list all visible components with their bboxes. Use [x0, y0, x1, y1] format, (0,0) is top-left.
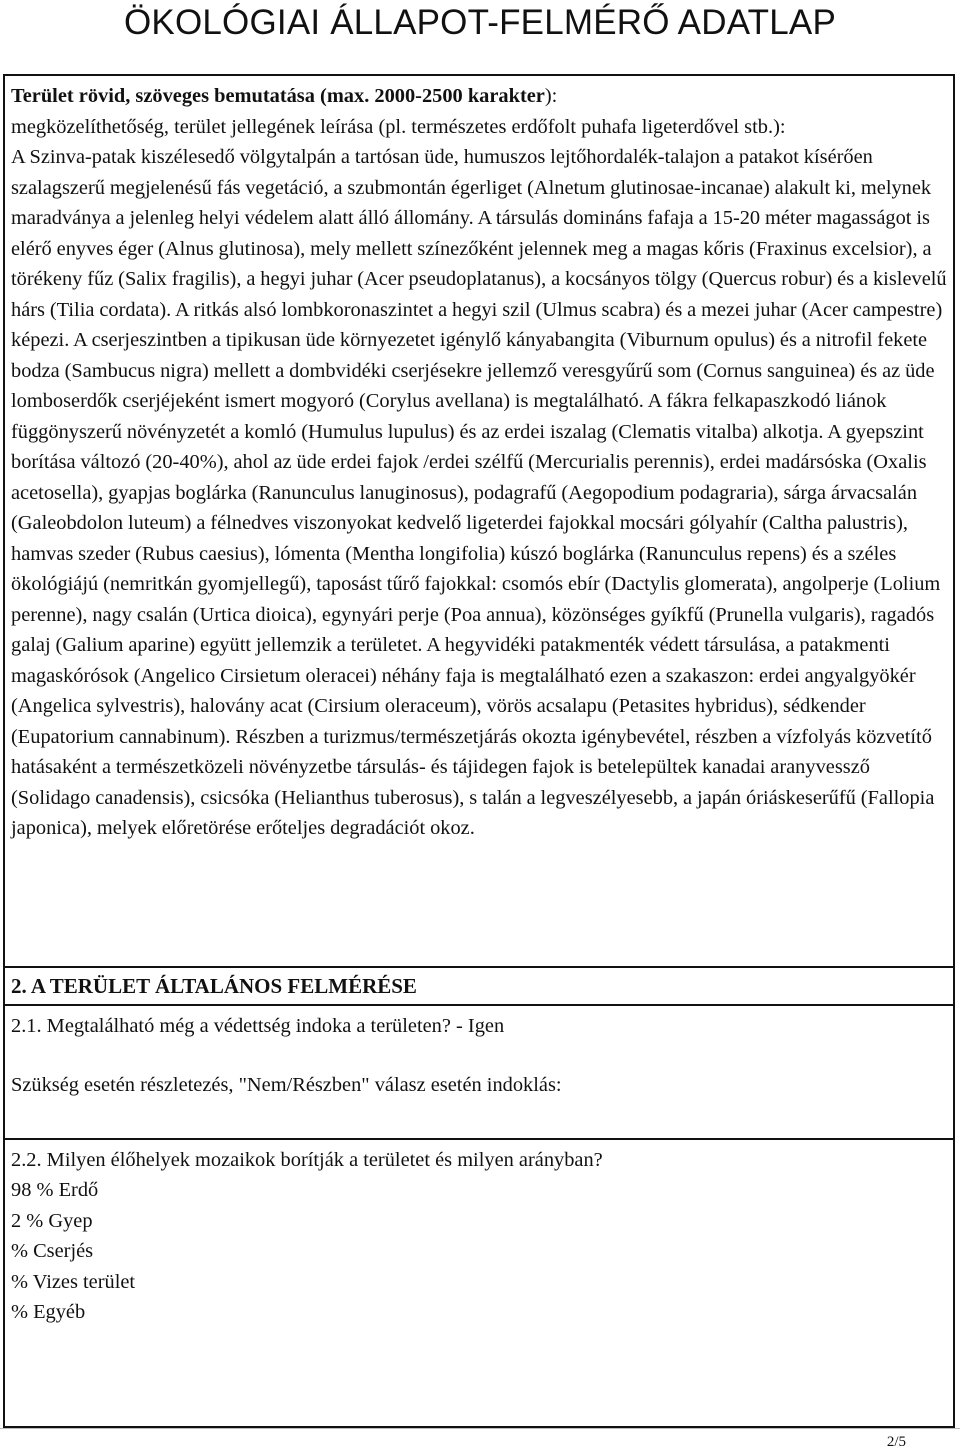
habitat-item-forest: 98 % Erdő — [11, 1179, 99, 1202]
question-2-1-gap — [11, 1041, 949, 1070]
area-description-section — [5, 76, 953, 968]
question-2-1 — [5, 1006, 953, 1140]
description-heading — [11, 81, 949, 112]
footer-divider — [0, 1428, 960, 1429]
description-body: A Szinva-patak kiszélesedő völgytalpán a tartósan üde, humuszos lejtőhordalék-talajon a patakot kísérően szalagszerű megjelenésű fás vegetáció, a szubmontán égerliget (Alnetum glutinosae-incanae) alakult ki, melynek maradványa a jelenleg helyi védelem alatt álló állomány. A társulás domináns fafaja a 15-20 méter magasságot is elérő enyves éger (Alnus glutinosa), mely mellett színezőként jelennek meg a magas kőris (Fraxinus excelsior), a törékeny fűz (Salix fragilis), a hegyi juhar (Acer pseudoplatanus), a kocsányos tölgy (Quercus robur) és a kislevelű hárs (Tilia cordata). A ritkás alsó lombkoronaszintet a hegyi szil (Ulmus scabra) és a mezei juhar (Acer campestre) képezi. A cserjeszintben a tipikusan üde környezetet igénylő kányabangita (Viburnum opulus) és a nitrofil fekete bodza (Sambucus nigra) mellett a dombvidéki cserjésekre jellemző veresgyűrű som (Cornus sanguinea) és az üde lomboserdők cserjéjeként ismert mogyoró (Corylus avellana) is megtalálható. A fákra felkapaszkodó liánok függönyszerű növényzetét a komló (Humulus lupulus) és az erdei iszalag (Clematis vitalba) alkotja. A gyepszint borítása változó (20-40%), ahol az üde erdei fajok /erdei szélfű (Mercurialis perennis), erdei madársóska (Oxalis acetosella), gyapjas boglárka (Ranunculus lanuginosus), podagrafű (Aegopodium podagraria), sárga árvacsalán (Galeobdolon luteum) a félnedves viszonyokat kedvelő ligeterdei fajokkal mocsári gólyahír (Caltha palustris), hamvas szeder (Rubus caesius), lómenta (Mentha longifolia) kúszó boglárka (Ranunculus repens) és a széles ökológiájú (nemritkán gyomjellegű), taposást tűrő fajokkal: csomós ebír (Dactylis glomerata), angolperje (Lolium perenne), nagy csalán (Urtica dioica), egynyári perje (Poa annua), közönséges gyíkfű (Prunella vulgaris), ragadós galaj (Galium aparine) együtt jellemzik a területet. A hegyvidéki patakmenték védett társulása, a patakmenti magaskórósok (Angelico Cirsietum oleracei) néhány faja is megtalálható ezen a szakaszon: erdei angyalgyökér (Angelica sylvestris), halovány acat (Cirsium oleraceum), vörös acsalapu (Petasites hybridus), sédkender (Eupatorium cannabinum). Részben a turizmus/természetjárás okozta igénybevétel, részben a vízfolyás közvetítő hatásaként a természetközeli növényzetbe társulás- és tájidegen fajok is betelepültek kanadai aranyvessző (Solidago canadensis), csicsóka (Helianthus tuberosus), s talán a legveszélyesebb, a japán óriáskeserűfű (Fallopia japonica), melyek előretörése erőteljes degradációt okoz. — [11, 146, 947, 839]
section-2-heading: 2. A TERÜLET ÁLTALÁNOS FELMÉRÉSE — [5, 968, 953, 1006]
description-heading-bold: Terület rövid, szöveges bemutatása (max. 2000-2500 karakter — [11, 85, 545, 107]
description-subheading: megközelíthetőség, terület jellegének leírása (pl. természetes erdőfolt puhafa ligeterdővel stb.): — [11, 115, 786, 138]
form-box — [3, 74, 955, 1428]
question-2-2 — [5, 1140, 953, 1426]
question-2-1-text: 2.1. Megtalálható még a védettség indoka a területen? - Igen — [11, 1015, 505, 1037]
description-heading-tail: ): — [544, 85, 558, 107]
question-2-2-text: 2.2. Milyen élőhelyek mozaikok borítják a területet és milyen arányban? — [11, 1149, 603, 1171]
habitat-item-wetland: % Vizes terület — [11, 1270, 136, 1293]
page-title: ÖKOLÓGIAI ÁLLAPOT-FELMÉRŐ ADATLAP — [123, 3, 836, 42]
habitat-item-grassland: 2 % Gyep — [11, 1209, 93, 1232]
question-2-1-detail-prompt: Szükség esetén részletezés, "Nem/Részben" válasz esetén indoklás: — [11, 1074, 562, 1096]
habitat-item-shrubland: % Cserjés — [11, 1240, 94, 1263]
page-number: 2/5 — [886, 1434, 906, 1450]
habitat-list — [11, 1175, 949, 1327]
habitat-item-other: % Egyéb — [11, 1301, 86, 1324]
